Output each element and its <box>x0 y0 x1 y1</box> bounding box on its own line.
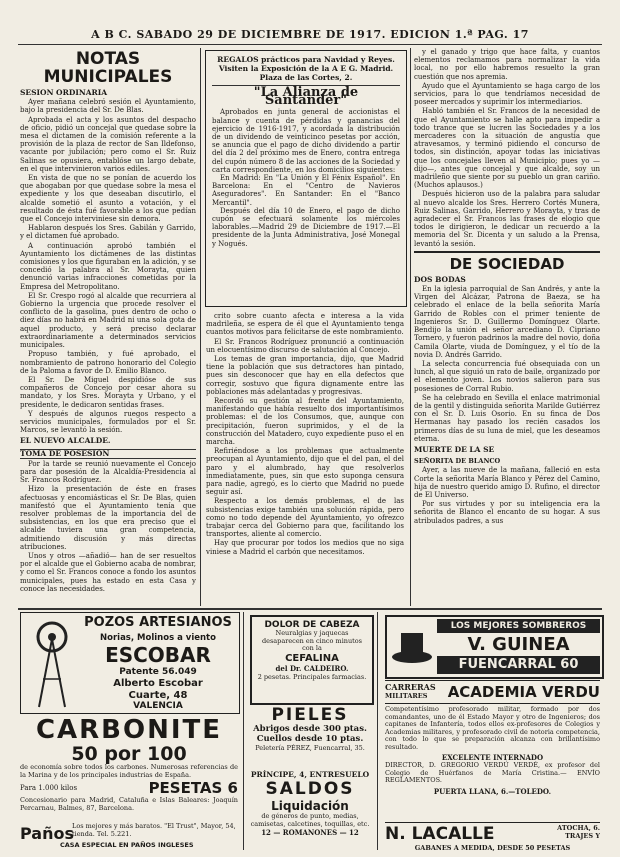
paragraph: Se ha celebrado en Sevilla el enlace matrimonial de la gentil y distinguida señorita Marilde Gutiérrez con el Sr. D. Luis Osorio. En su finca de Dos Hermanas hay pasado los recién casados los primeros días de su luna de miel, que les deseamos eterna. <box>414 393 600 443</box>
alianza-text-3: Después del día 10 de Enero, el pago de dicho cupón se efectuará solamente los miércoles laborables.—Madrid 29 de Diciembre de 1917.—El presidente de la Junta Administrativa, José Monegal y Nogués. <box>212 206 400 248</box>
carbonite-title: CARBONITE <box>35 716 223 745</box>
ads-divider <box>18 608 602 610</box>
academia-text: Competentísimo profesorado militar, formado por dos comandantes, uno de él Estado Mayor y otro de Ingenieros; dos capitanes de Infantería, todos ellos ex-profesores de Colegios y Academias militares, y profesorado civil de notoria competencia, con todo lo que se preparación alcanza con brillantísimo resultado. <box>385 705 600 751</box>
paragraph: Por sus virtudes y por su inteligencia era la señorita de Blanco el encanto de su hogar. A sus atribulados padres, a sus <box>414 500 600 525</box>
liquidacion-text: de géneros de punto, medias, camisetas, calcetines, toquillas, etc. <box>250 812 370 828</box>
paragraph: En vista de que no se ponían de acuerdo los que abogaban por que quedase sobre la mesa el expediente y los que deseaban discutirlo, el alcalde sometió el asunto a votación, y el resultado de ésta fué favorable a los que pedían que el Concejo interviniese sin demora. <box>20 174 196 224</box>
paragraph: Por la tarde se reunió nuevamente el Concejo para dar posesión de la Alcaldía-Presidencia al Sr. Francos Rodríguez. <box>20 459 196 485</box>
paragraph: Los temas de gran importancia, dijo, que Madrid tiene la población que sus detractores han pintado, pues sin desconocer que hay en ella defectos que corregir, sostuvo que figura dignamente entre las poblaciones más adelantadas y progresivas. <box>206 355 404 396</box>
subhead-muerte: MUERTE DE LA SE <box>414 444 495 454</box>
paragraph: Hay que procurar por todos los medios que no siga viniese a Madrid el carbón que necesitamos. <box>206 539 404 556</box>
alianza-text: Aprobados en junta general de accionistas el balance y cuenta de pérdidas y ganancias del ejercicio de 1916-1917, y acordada la distribución de un dividendo de veinticinco pesetas por acción, se anuncia que el pago de dicho dividendo a partir del día 2 del próximo mes de Enero, contra entrega del cupón número 8 de las acciones de la Sociedad y carta correspondiente, en los domicilios siguientes: <box>212 108 400 174</box>
panos-text-2: CASA ESPECIAL EN PAÑOS INGLESES <box>60 841 194 849</box>
guinea-sombreros: LOS MEJORES SOMBREROS <box>437 619 600 633</box>
paragraph: Unos y otros —añadió— han de ser resueltos por el alcalde que el Gobierno acaba de nombrar, y como el Sr. Francos conoce a fondo los asuntos municipales, pues ha estado en esta Casa y conoce las necesidades. <box>20 551 196 593</box>
lacalle-gabanes: GABANES A MEDIDA, DESDE 50 PESETAS <box>414 844 571 852</box>
cuarte-line: Cuarte, 48 <box>128 690 188 701</box>
dr-caldeiro: del Dr. CALDEIRO. <box>275 663 349 673</box>
militares-label: MILITARES <box>385 692 428 700</box>
ad-lacalle <box>385 822 600 853</box>
header-rule <box>18 44 602 45</box>
carreras-label: CARRERAS <box>385 682 436 692</box>
escobar-name: ESCOBAR <box>105 643 211 667</box>
dolor-title: DOLOR DE CABEZA <box>264 620 360 630</box>
ad-guinea <box>385 615 604 679</box>
ad-carbonite <box>20 716 238 820</box>
para-kilos: Para 1.000 kilos <box>20 784 78 792</box>
principe-line: PRÍNCIPE, 4, ENTRESUELO <box>250 770 370 779</box>
ad-dolor-cabeza <box>250 615 374 705</box>
paragraph: Propuso también, y fué aprobado, el nombramiento de patrono honorario del Colegio de la Paloma a favor de D. Emilio Blanco. <box>20 350 196 375</box>
page-header: A B C. SABADO 29 DE DICIEMBRE DE 1917. EDICION 1.ª PAG. 17 <box>91 28 529 41</box>
ad-academia-verdu <box>385 680 600 820</box>
carbonite-pesetas: PESETAS 6 <box>148 779 238 797</box>
hat-icon <box>391 627 435 667</box>
section-title-sociedad: DE SOCIEDAD <box>449 254 565 273</box>
valencia-line: VALENCIA <box>133 701 183 711</box>
carbonite-percent: 50 por 100 <box>71 743 187 765</box>
alianza-text-2: En Madrid: En "La Unión y El Fénix Español". En Barcelona: En el "Centro de Navieros Aseguradores". En Santander: En el "Banco Mercantil". <box>212 174 400 207</box>
lacalle-atocha: ATOCHA, 6. <box>557 824 600 832</box>
paragraph: y el ganado y trigo que hace falta, y cuantos elementos reclamamos para normalizar la vida local, no por ello habremos resuelto la gran cuestión que nos apremia. <box>414 48 600 81</box>
middle-column <box>206 312 404 605</box>
cefalina-name: CEFALINA <box>285 652 339 664</box>
regalos-ad: REGALOS prácticos para Navidad y Reyes. Visiten la Exposición de la A E G. Madrid. Plaza de las Cortes, 2. <box>217 55 395 82</box>
saldos-title: SALDOS <box>265 779 355 799</box>
ad-panos <box>20 822 238 850</box>
column-rule <box>410 48 411 606</box>
column-rule <box>200 48 201 606</box>
left-column <box>20 48 196 605</box>
guinea-name: V. GUINEA <box>467 634 570 655</box>
paragraph: Ayudo que el Ayuntamiento se haga cargo de los servicios, para lo que tendríamos necesidad de poseer mercados y suprimir los intermediarios. <box>414 81 600 107</box>
paragraph: En la iglesia parroquial de San Andrés, y ante la Virgen del Alcázar, Patrona de Baeza, se ha celebrado el enlace de la bella señorita María Garrido de Robles con el primer teniente de Ingenieros Sr. D. Guillermo Domínguez Olarte. Bendijo la unión el señor arcediano D. Cipriano Tornero, y fueron padrinos la madre del novio, doña Camila Olarte, viuda de Domínguez, y el tío de la novia D. Andrés Garrido. <box>414 285 600 359</box>
liquidacion-title: Liquidación <box>271 799 349 813</box>
panos-text: Los mejores y más baratos. "El Trust", Mayor, 54, tienda. Tel. 5.221. <box>72 822 236 838</box>
pieles-peleteria: Peletería PÉREZ, Fuencarral, 35. <box>255 744 365 752</box>
academia-address: PUERTA LLANA, 6.—TOLEDO. <box>433 786 552 796</box>
paragraph: Ayer, a las nueve de la mañana, falleció en esta Corte la señorita María Blanco y Pérez del Camino, hija de nuestro querido amigo D. Rufino, el director de El Universo. <box>414 466 600 499</box>
carbonite-text: de economía sobre todos los carbones. Numerosas referencias de la Marina y de los principales industrias de España. <box>20 763 238 779</box>
paragraph: El Sr. De Miguel despidióse de sus compañeros de Concejo por cesar ahora su mandato, y los Sres. Morayta y Urbano, y el presidente, le dedicaron sentidas frases. <box>20 375 196 409</box>
section-title-municipales: NOTAS MUNICIPALES <box>43 49 173 87</box>
subhead-toma-posesion: TOMA DE POSESIÓN <box>20 449 196 459</box>
paragraph: Hizo la presentación de éste en frases afectuosas y encomiásticas el Sr. De Blas, quien manifestó que el Ayuntamiento tenía que resolver problemas de la importancia del de subsistencias, en los que era preciso que el alcalde tuviera una gran competencia, admitiendo discusión y más directas atribuciones. <box>20 485 196 551</box>
ads-rule <box>377 612 378 850</box>
ad-saldos <box>250 770 370 850</box>
dr-price: 2 pesetas. Principales farmacias. <box>257 672 367 681</box>
paragraph: Refiriéndose a los problemas que actualmente preocupan al Ayuntamiento, dijo que el del pan, el del paro y el alumbrado, hay que resolverlos inmediatamente, pues, sin que esto suponga censura para nadie, agregó, es lo cierto que Madrid no puede seguir así. <box>206 447 404 497</box>
carbonite-text-2: Concesionario para Madrid, Cataluña e Islas Baleares: Joaquín Percarnau, Balmes, 87, Barcelona. <box>20 796 238 812</box>
pieles-abrigos: Abrigos desde 300 ptas. Cuellos desde 10 ptas. <box>253 724 367 744</box>
paragraph: Respecto a los demás problemas, el de las subsistencias exige también una solución rápida, pero como no todo depende del Ayuntamiento, yo ofrezco trabajar cerca del Gobierno para que, facilitando los transportes, aliente al comercio. <box>206 497 404 539</box>
subhead-sesion: SESION ORDINARIA <box>20 88 108 97</box>
paragraph: Y después de algunos ruegos respecto a servicios municipales, formulados por el Sr. Marcos, se levantó la sesión. <box>20 409 196 435</box>
paragraph: El Sr. Crespo rogó al alcalde que recurriera al Gobierno la urgencia que procede resolver el conflicto de la gasolina, pues dentro de ocho o diez días no habrá en Madrid ni una sola gota de aquel producto, y será preciso declarar extraordinariamente a determinados servicios municipales. <box>20 291 196 350</box>
academia-title: ACADEMIA VERDU <box>447 683 600 701</box>
paragraph: El Sr. Francos Rodríguez pronunció a continuación un elocuentísimo discurso de salutación al Concejo. <box>206 337 404 354</box>
norias-line: Norias, Molinos a viento <box>100 633 216 643</box>
paragraph: Ayer mañana celebró sesión el Ayuntamiento, bajo la presidencia del Sr. De Blas. <box>20 98 196 115</box>
alberto-line: Alberto Escobar <box>113 678 203 689</box>
paragraph: Aprobada el acta y los asuntos del despacho de oficio, pidió un concejal que quedase sobre la mesa el dictamen de la comisión referente a la provisión de la plaza de rector de San Ildefonso, vacante por jubilación; pero como el Sr. Ruiz Salinas se opusiera, entablóse un largo debate, en el que intervinieron varios ediles. <box>20 115 196 173</box>
subhead-nuevo-alcalde: EL NUEVO ALCALDE. <box>20 436 111 446</box>
lacalle-name: N. LACALLE <box>385 824 495 844</box>
paragraph: La selecta concurrencia fué obsequiada con un lunch, al que siguió un rato de baile, organizado por el elemento joven. Los novios salieron para sus posesiones de Corral Rubio. <box>414 359 600 393</box>
right-column <box>414 48 600 605</box>
guinea-address: FUENCARRAL 60 <box>437 656 600 674</box>
paragraph: Habló también el Sr. Francos de la necesidad de que el Ayuntamiento se halle apto para impedir a todo trance que se lucren las Sociedades y a los mercaderes con la situación de angustia que atravesamos, y terminó pidiendo el concurso de todos, sin distinción, apoyar todas las iniciativas que los concejales lleven al Municipio; pues yo —dijo—, antes que concejal y que alcalde, soy un madrileño que siente por su pueblo un gran cariño. (Muchos aplausos.) <box>414 107 600 190</box>
patente-line: Patente 56.049 <box>119 667 197 677</box>
ads-rule <box>243 612 244 850</box>
panos-title: Paños <box>20 824 74 843</box>
ad-pieles <box>250 705 370 767</box>
pozos-title: POZOS ARTESIANOS <box>84 615 232 630</box>
academia-internado: EXCELENTE INTERNADO <box>441 753 544 762</box>
dolor-text: Neuralgias y jaquecas desaparecen en cinco minutos con la <box>261 629 363 652</box>
subhead-dos-bodas: DOS BODAS <box>414 274 466 284</box>
romanones-line: 12 — ROMANONES — 12 <box>261 828 359 837</box>
paragraph: Recordó su gestión al frente del Ayuntamiento, manifestando que había resuelto dos importantísimos problemas: el de los Consumos, que, aunque con precipitación, fueron suprimidos, y el de la construcción del Matadero, cuyo expediente puso el en marcha. <box>206 397 404 447</box>
lacalle-trajes: TRAJES Y <box>565 832 600 840</box>
paragraph: Hablaron después los Sres. Gabilán y Garrido, y el dictamen fué aprobado. <box>20 224 196 241</box>
windmill-icon <box>27 619 77 709</box>
paragraph: A continuación aprobó también el Ayuntamiento los dictámenes de las distintas comisiones y los que figuraban en la adición, y se concedió la palabra al Sr. Morayta, quien denunció varias infracciones cometidas por la Empresa del Metropolitano. <box>20 241 196 291</box>
academia-director: DIRECTOR, D. GREGORIO VERDÚ VERDÉ, ex profesor del Colegio de Huérfanos de María Cristina.— ENVÍO REGLAMENTOS. <box>385 761 600 784</box>
pieles-title: PIELES <box>271 705 349 725</box>
ad-pozos-escobar <box>20 612 240 714</box>
alianza-notice-box <box>205 50 407 307</box>
alianza-title: "La Alianza de Santander" <box>253 85 359 109</box>
subhead-senorita-blanco: SEÑORITA DE BLANCO <box>414 457 501 466</box>
paragraph: crito sobre cuanto afecta e interesa a la vida madrileña, se espera de él que el Ayuntamiento tenga cuantos motivos para felicitarse de este nombramiento. <box>206 312 404 337</box>
paragraph: Después hicieron uso de la palabra para saludar al nuevo alcalde los Sres. Herrero Cortés Munera, Ruiz Salinas, Garrido, Herrero y Morayta, y tras de agradecer el Sr. Francos las frases de elogio que todos le dirigieron, le dedicar un recuerdo a la memoria del Sr. Dicenta y un saludo a la Prensa, levantó la sesión. <box>414 190 600 248</box>
